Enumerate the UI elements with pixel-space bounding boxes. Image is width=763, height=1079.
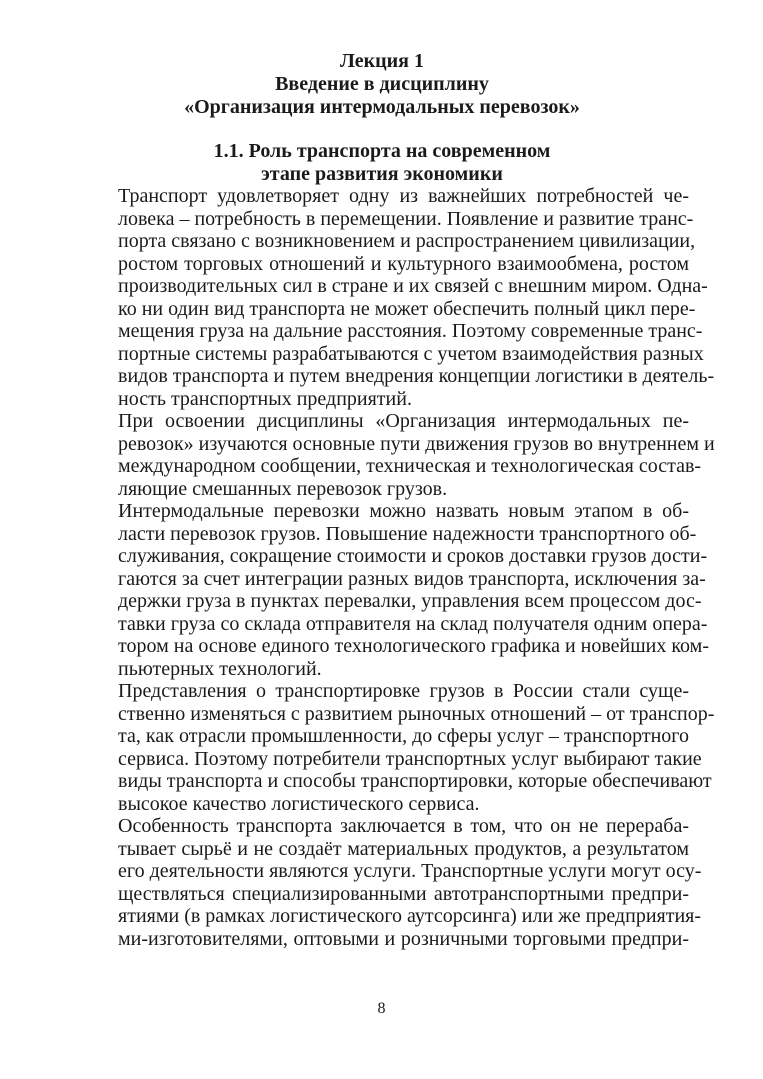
text-line: служивания, сокращение стоимости и сроков доставки грузов дости- [118, 545, 708, 567]
text-line: тывает сырьё и не создаёт материальных продуктов, а результатом [118, 837, 689, 860]
text-line: Транспорт удовлетворяет одну из важнейших потребностей че- [118, 185, 689, 207]
text-line: та, как отрасли промышленности, до сферы услуг – транспортного [118, 725, 689, 747]
text-line: международном сообщении, техническая и технологическая состав- [118, 455, 702, 477]
page-number: 8 [377, 1000, 386, 1017]
text-line: ростом торговых отношений и культурного взаимообмена, ростом [118, 252, 689, 275]
section-title-line-1: 1.1. Роль транспорта на современном [213, 140, 551, 162]
paragraph [75, 185, 715, 410]
text-line: держки груза в пунктах перевалки, управления всем процессом дос- [118, 590, 702, 612]
text-line: ятиями (в рамках логистического аутсорсинга) или же предприятия- [118, 905, 702, 927]
section-title-line-2: этапе развития экономики [261, 162, 503, 185]
text-line: ственно изменяться с развитием рыночных отношений – от транспор- [118, 702, 715, 725]
text-line: тором на основе единого технологического графика и новейших ком- [118, 635, 709, 657]
text-line: Представления о транспортировке грузов в России стали суще- [118, 680, 689, 702]
lecture-heading [75, 50, 689, 119]
text-line: производительных сил в стране и их связей с внешним миром. Одна- [118, 275, 708, 297]
text-line: виды транспорта и способы транспортировки, которые обеспечивают [118, 770, 712, 792]
text-line: мещения груза на дальние расстояния. Поэтому современные транс- [118, 320, 703, 342]
lecture-intro: Введение в дисциплину [275, 73, 489, 95]
paragraph [75, 500, 709, 680]
text-line: видов транспорта и путем внедрения концепции логистики в деятель- [118, 365, 715, 387]
text-line: ко ни один вид транспорта не может обеспечить полный цикл пере- [118, 297, 696, 320]
text-line: гаются за счет интеграции разных видов транспорта, исключения за- [118, 567, 706, 590]
text-line: ми-изготовителями, оптовыми и розничными торговыми предпри- [118, 927, 689, 950]
text-line: При освоении дисциплины «Организация интермодальных пе- [118, 410, 689, 432]
text-line: ность транспортных предприятий. [118, 387, 412, 410]
text-line: сервиса. Поэтому потребители транспортных услуг выбирают такие [118, 747, 702, 770]
paragraph [75, 680, 715, 815]
text-line: ловека – потребность в перемещении. Появление и развитие транс- [118, 207, 694, 230]
text-line: Особенность транспорта заключается в том, что он не перераба- [118, 815, 689, 837]
text-line: ляющие смешанных перевозок грузов. [118, 477, 448, 500]
text-line: его деятельности являются услуги. Транспортные услуги могут осу- [118, 860, 702, 882]
text-line: тавки груза со склада отправителя на склад получателя одним опера- [118, 612, 708, 635]
text-line: ществляться специализированными автотранспортными предпри- [118, 882, 689, 905]
paragraph [75, 815, 702, 950]
body-text [75, 185, 715, 950]
text-line: пьютерных технологий. [118, 657, 322, 680]
text-line: портные системы разрабатываются с учетом взаимодействия разных [118, 342, 704, 365]
text-line: порта связано с возникновением и распространением цивилизации, [118, 230, 696, 252]
paragraph [75, 410, 715, 500]
lecture-number: Лекция 1 [339, 50, 425, 72]
discipline-title: «Организация интермодальных перевозок» [184, 96, 580, 118]
text-line: ревозок» изучаются основные пути движения грузов во внутреннем и [118, 432, 715, 455]
section-heading [75, 140, 689, 185]
text-line: Интермодальные перевозки можно назвать новым этапом в об- [118, 500, 689, 522]
text-line: ласти перевозок грузов. Повышение надежности транспортного об- [118, 522, 697, 545]
document-page [75, 50, 715, 950]
text-line: высокое качество логистического сервиса. [118, 792, 480, 815]
